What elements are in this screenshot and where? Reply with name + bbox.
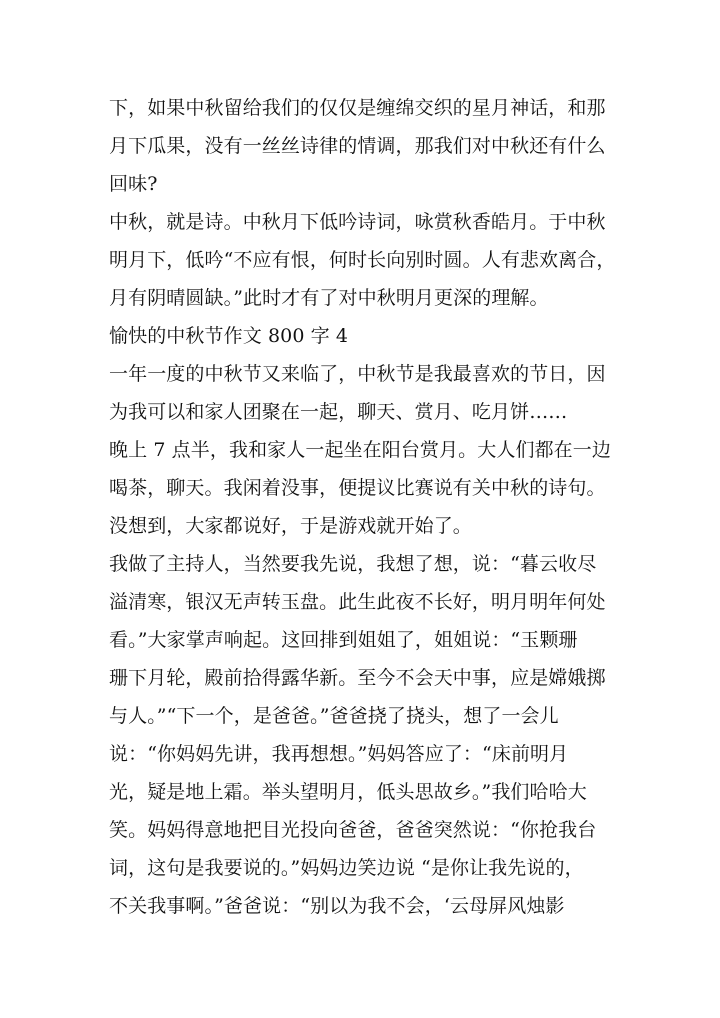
text-line: 喝茶，聊天。我闲着没事，便提议比赛说有关中秋的诗句。 — [109, 477, 606, 499]
text-line: 光，疑是地上霜。举头望明月，低头思故乡。”我们哈哈大 — [109, 781, 587, 803]
text-line: 溢清寒，银汉无声转玉盘。此生此夜不长好，明月明年何处 — [109, 591, 606, 613]
text-line: 月有阴晴圆缺。”此时才有了对中秋明月更深的理解。 — [109, 287, 549, 309]
text-line: 晚上 7 点半，我和家人一起坐在阳台赏月。大人们都在一边 — [109, 439, 611, 461]
text-line: 说：“你妈妈先讲，我再想想。”妈妈答应了：“床前明月 — [109, 743, 569, 765]
section-heading: 愉快的中秋节作文 800 字 4 — [109, 325, 349, 347]
text-line: 为我可以和家人团聚在一起，聊天、赏月、吃月饼…… — [109, 401, 568, 423]
text-line: 我做了主持人，当然要我先说，我想了想，说：“暮云收尽 — [109, 553, 597, 575]
text-line: 看。”大家掌声响起。这回排到姐姐了，姐姐说：“玉颗珊 — [109, 629, 578, 651]
text-line: 词，这句是我要说的。”妈妈边笑边说 “是你让我先说的， — [109, 857, 584, 879]
text-line: 不关我事啊。”爸爸说：“别以为我不会，‘云母屏风烛影 — [109, 895, 565, 917]
text-line: 明月下，低吟“不应有恨，何时长向别时圆。人有悲欢离合， — [109, 249, 616, 271]
text-line: 珊下月轮，殿前拾得露华新。至今不会天中事，应是嫦娥掷 — [109, 667, 606, 689]
text-line: 下，如果中秋留给我们的仅仅是缠绵交织的星月神话，和那 — [109, 97, 606, 119]
text-line: 与人。”“下一个，是爸爸。”爸爸挠了挠头，想了一会儿 — [109, 705, 559, 727]
text-line: 笑。妈妈得意地把目光投向爸爸，爸爸突然说：“你抢我台 — [109, 819, 597, 841]
text-line: 回味? — [109, 173, 158, 195]
body-text — [109, 89, 616, 925]
text-line: 月下瓜果，没有一丝丝诗律的情调，那我们对中秋还有什么 — [109, 135, 606, 157]
text-line: 中秋，就是诗。中秋月下低吟诗词，咏赏秋香皓月。于中秋 — [109, 211, 606, 233]
text-line: 一年一度的中秋节又来临了，中秋节是我最喜欢的节日，因 — [109, 363, 606, 385]
text-line: 没想到，大家都说好，于是游戏就开始了。 — [109, 515, 472, 537]
